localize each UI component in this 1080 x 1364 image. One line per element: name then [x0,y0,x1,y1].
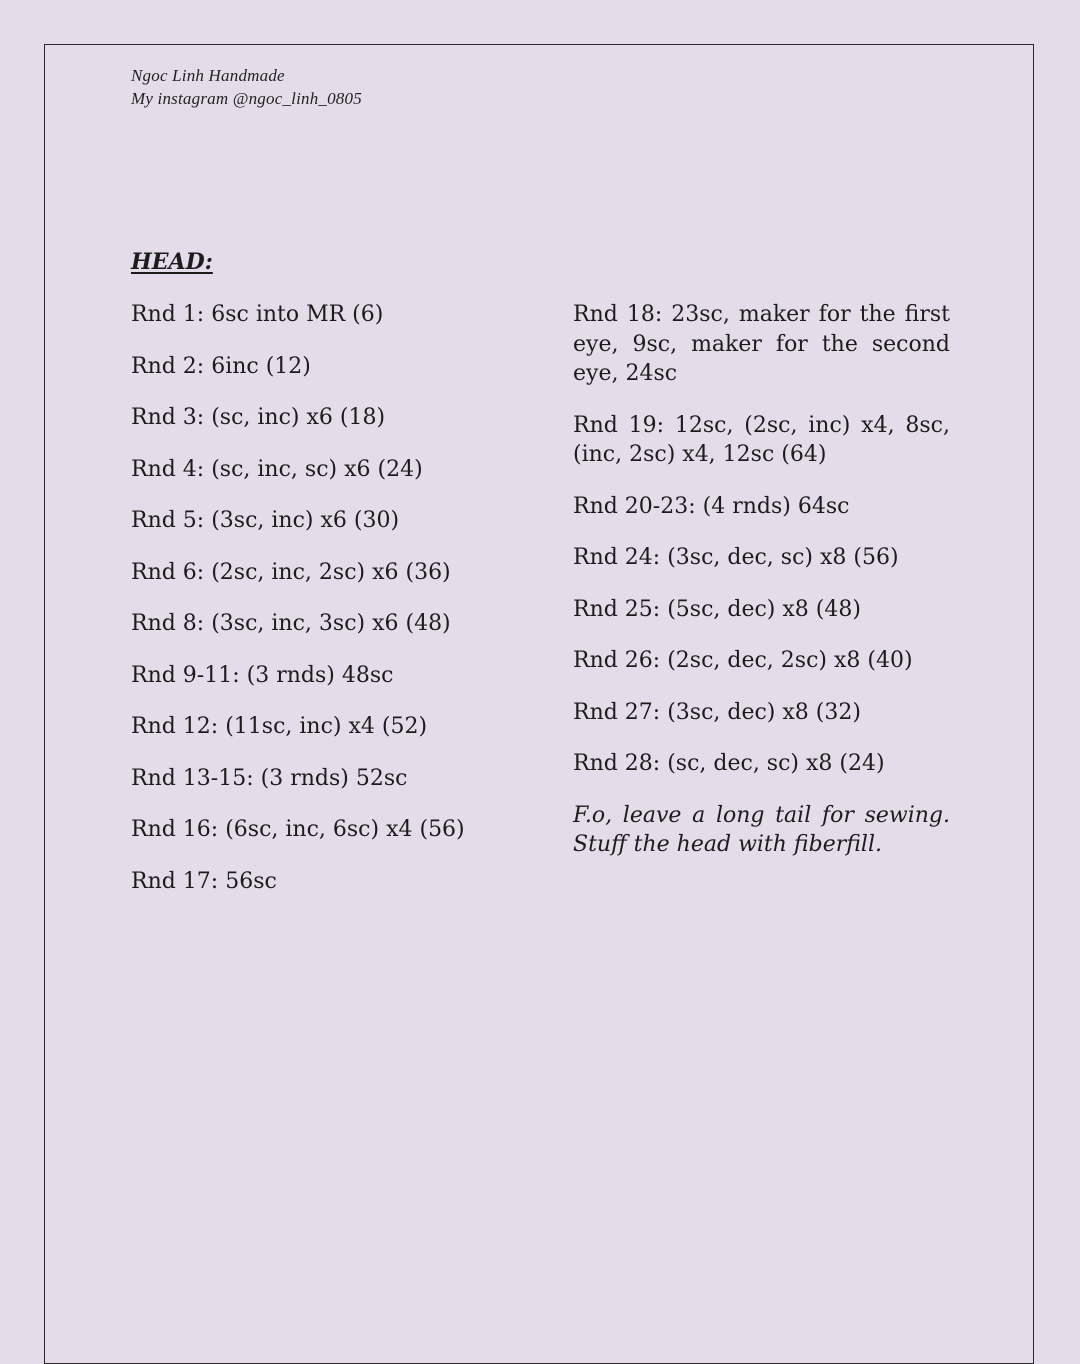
round-item: Rnd 2: 6inc (12) [131,353,311,379]
rounds-list-left [131,300,541,918]
document-header [131,64,362,110]
round-item: Rnd 5: (3sc, inc) x6 (30) [131,508,400,533]
round-item: Rnd 27: (3sc, dec) x8 (32) [573,699,861,725]
round-item: Rnd 17: 56sc [131,868,277,894]
round-item: Rnd 4: (sc, inc, sc) x6 (24) [131,456,423,482]
round-item: Rnd 13-15: (3 rnds) 52sc [131,765,408,791]
instagram-handle: My instagram @ngoc_linh_0805 [131,89,362,108]
author-name: Ngoc Linh Handmade [131,66,285,85]
round-item: Rnd 19: 12sc, (2sc, inc) x4, 8sc, (inc, 2sc) x4, 12sc (64) [573,412,950,467]
section-title-head: HEAD: [131,249,213,275]
round-item: Rnd 3: (sc, inc) x6 (18) [131,405,386,430]
round-item: Rnd 1: 6sc into MR (6) [131,302,384,327]
round-item: Rnd 20-23: (4 rnds) 64sc [573,493,850,519]
round-item: Rnd 8: (3sc, inc, 3sc) x6 (48) [131,611,451,636]
round-item: Rnd 12: (11sc, inc) x4 (52) [131,714,428,739]
round-item: Rnd 26: (2sc, dec, 2sc) x8 (40) [573,648,913,673]
round-item: Rnd 6: (2sc, inc, 2sc) x6 (36) [131,559,451,585]
finish-note: F.o, leave a long tail for sewing. Stuff the head with fiberfill. [573,802,950,857]
rounds-list-right [573,300,950,882]
round-item: Rnd 24: (3sc, dec, sc) x8 (56) [573,545,899,570]
round-item: Rnd 25: (5sc, dec) x8 (48) [573,596,861,622]
round-item: Rnd 16: (6sc, inc, 6sc) x4 (56) [131,817,465,842]
round-item: Rnd 18: 23sc, maker for the first eye, 9sc, maker for the second eye, 24sc [573,302,950,386]
round-item: Rnd 9-11: (3 rnds) 48sc [131,662,394,688]
round-item: Rnd 28: (sc, dec, sc) x8 (24) [573,751,885,776]
